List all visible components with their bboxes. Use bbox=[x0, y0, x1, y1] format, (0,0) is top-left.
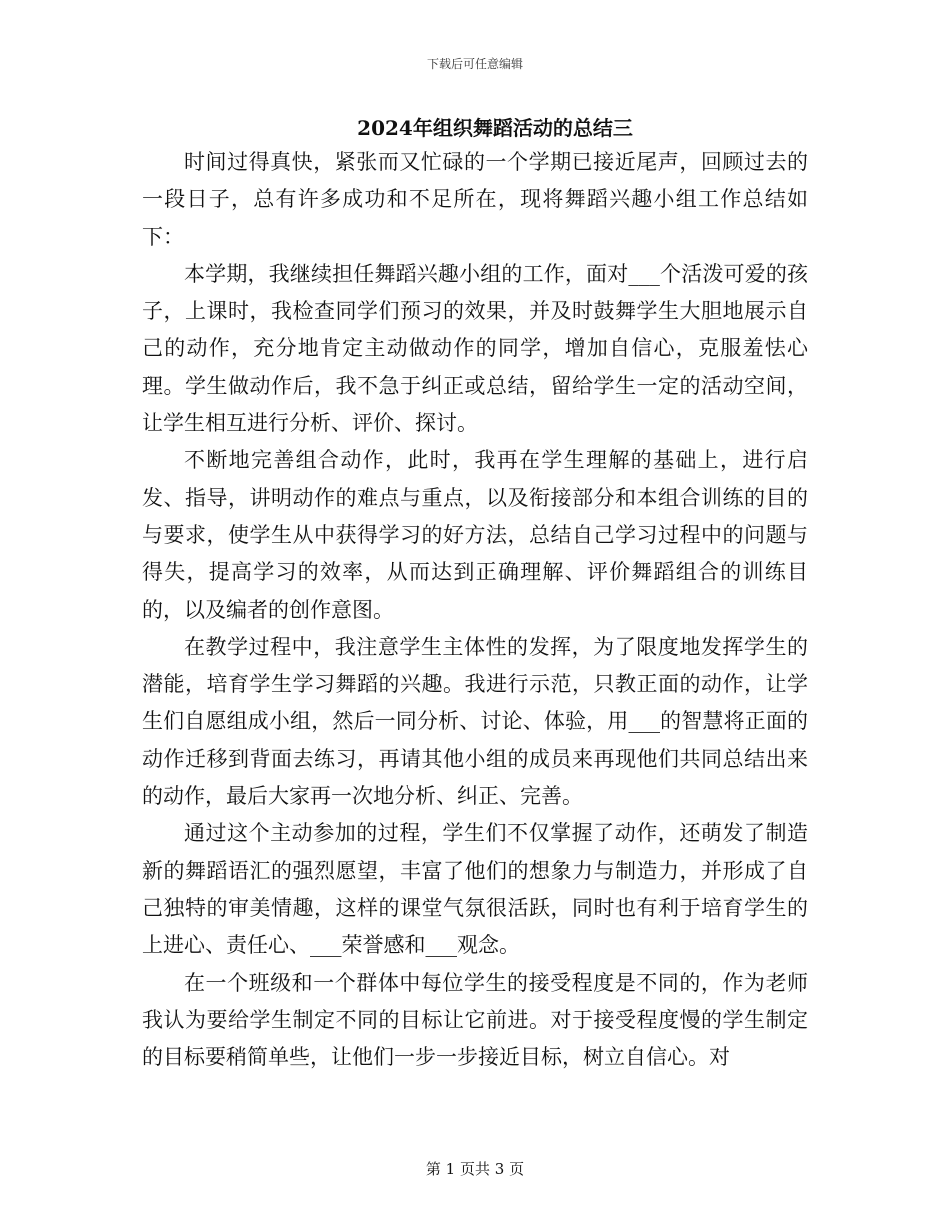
page-footer: 第 1 页共 3 页 bbox=[425, 1160, 525, 1178]
paragraph-semester-work: 本学期，我继续担任舞蹈兴趣小组的工作，面对___个活泼可爱的孩子，上课时，我检查同学们预习的效果，并及时鼓舞学生大胆地展示自己的动作，充分地肯定主动做动作的同学，增加自信心，克服羞怯心理。学生做动作后，我不急于纠正或总结，留给学生一定的活动空间，让学生相互进行分析、评价、探讨。 bbox=[142, 261, 808, 436]
paragraph-teaching-process: 在教学过程中，我注意学生主体性的发挥，为了限度地发挥学生的潜能，培育学生学习舞蹈的兴趣。我进行示范，只教正面的动作，让学生们自愿组成小组，然后一同分析、讨论、体验，用___的智慧将正面的动作迁移到背面去练习，再请其他小组的成员来再现他们共同总结出来的动作，最后大家再一次地分析、纠正、完善。 bbox=[142, 634, 808, 809]
document-body bbox=[142, 144, 808, 1076]
paragraph-intro: 时间过得真快，紧张而又忙碌的一个学期已接近尾声，回顾过去的一段日子，总有许多成功和不足所在，现将舞蹈兴趣小组工作总结如下： bbox=[142, 150, 808, 249]
paragraph-differentiated-goals: 在一个班级和一个群体中每位学生的接受程度是不同的，作为老师我认为要给学生制定不同的目标让它前进。对于接受程度慢的学生制定的目标要稍简单些，让他们一步一步接近目标，树立自信心。对 bbox=[142, 970, 808, 1070]
paragraph-combination-moves: 不断地完善组合动作，此时，我再在学生理解的基础上，进行启发、指导，讲明动作的难点与重点，以及衔接部分和本组合训练的目的与要求，使学生从中获得学习的好方法，总结自己学习过程中的问题与得失，提高学习的效率，从而达到正确理解、评价舞蹈组合的训练目的，以及编者的创作意图。 bbox=[142, 448, 808, 622]
header-note: 下载后可任意编辑 bbox=[426, 57, 523, 71]
document-title: 2024年组织舞蹈活动的总结三 bbox=[357, 116, 633, 140]
paragraph-participation: 通过这个主动参加的过程，学生们不仅掌握了动作，还萌发了制造新的舞蹈语汇的强烈愿望，丰富了他们的想象力与制造力，并形成了自己独特的审美情趣，这样的课堂气氛很活跃，同时也有利于培育学生的上进心、责任心、___荣誉感和___观念。 bbox=[142, 821, 808, 958]
